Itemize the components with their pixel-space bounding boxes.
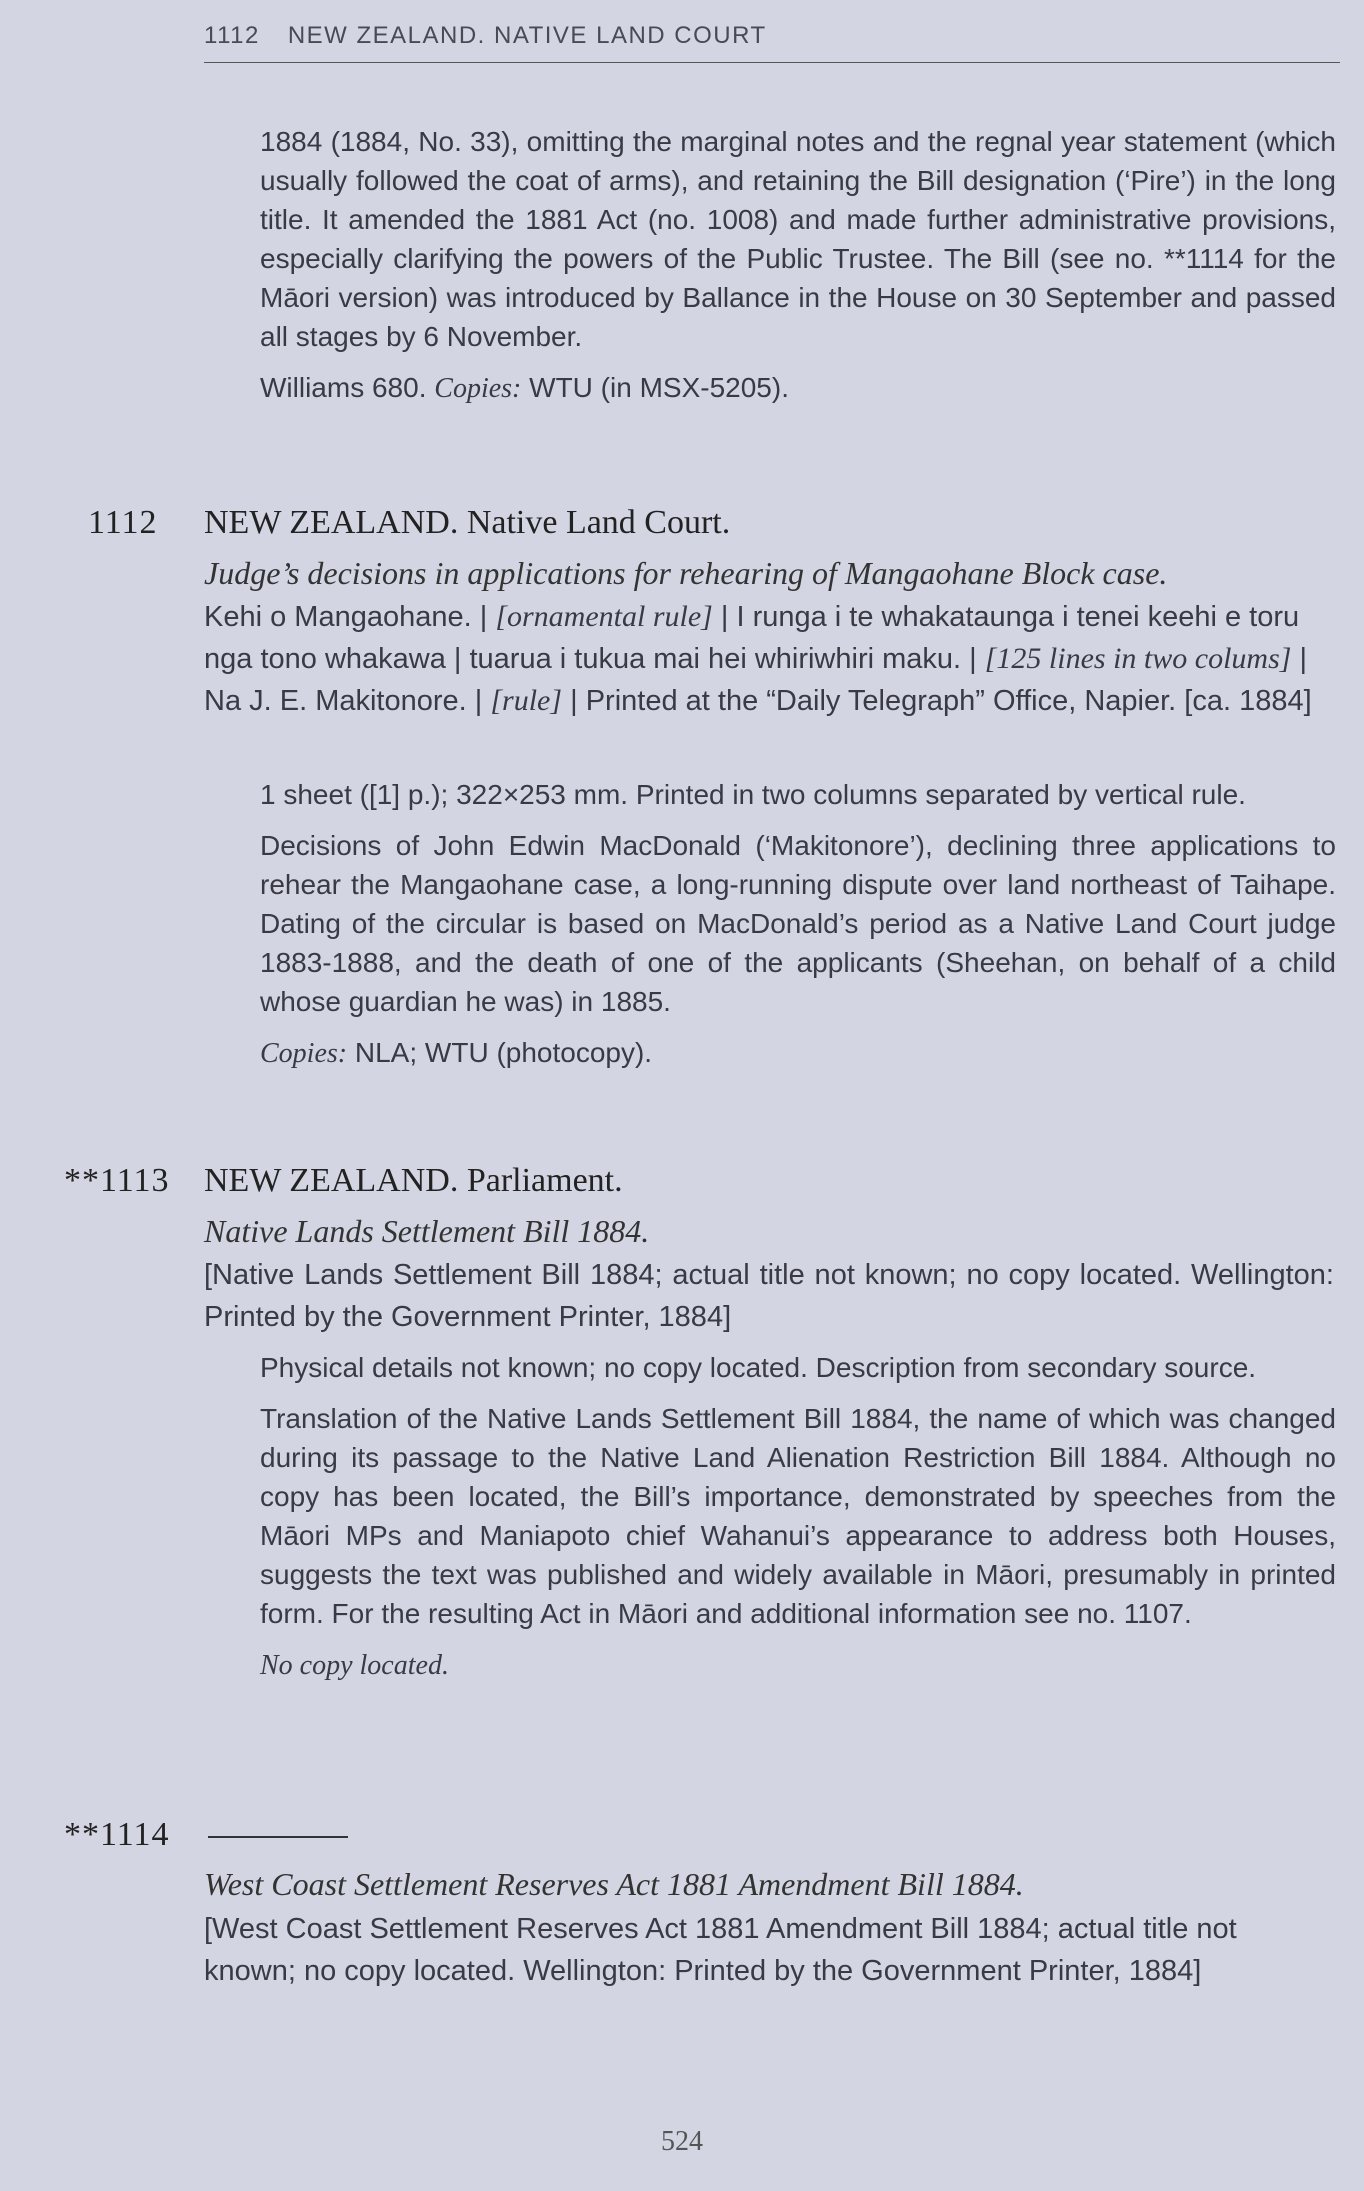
entry-number: 1112 [88, 504, 158, 541]
intro-ref-prefix: Williams 680. [260, 372, 435, 403]
transcription-part: Kehi o Mangaohane. | [204, 601, 496, 633]
entry-title: Judge’s decisions in applications for rehearing of Mangaohane Block case. [204, 555, 1168, 591]
entry-note: Decisions of John Edwin MacDonald (‘Makitonore’), declining three applications to rehear the Mangaohane case, a long-running dispute over land northeast of Taihape. Dating of the circular is based on MacDonald’s period as a Native Land Court judge 1883-1888, and the death of one of the applicants (Sheehan, on behalf of a child whose guardian he was) in 1885. [260, 830, 1336, 1017]
transcription-rule: [rule] [490, 684, 563, 717]
entry-transcription [204, 1254, 1334, 1338]
previous-entry-continuation [260, 122, 1336, 408]
entry-title: Native Lands Settlement Bill 1884. [204, 1213, 650, 1249]
copies-line [260, 1645, 1336, 1685]
header-rule [204, 62, 1340, 63]
intro-copies-text: WTU (in MSX-5205). [521, 372, 789, 403]
intro-paragraph: 1884 (1884, No. 33), omitting the marginal notes and the regnal year statement (which usually followed the coat of arms), and retaining the Bill designation (‘Pire’) in the long title. It amended the 1881 Act (no. 1008) and made further administrative provisions, especially clarifying the powers of the Public Trustee. The Bill (see no. **1114 for the Māori version) was introduced by Ballance in the House on 30 September and passed all stages by 6 November. [260, 126, 1336, 352]
copies-line [260, 1033, 1336, 1073]
intro-copies-label: Copies: [434, 373, 522, 404]
entry-title: West Coast Settlement Reserves Act 1881 Amendment Bill 1884. [204, 1866, 1024, 1902]
copies-text: NLA; WTU (photocopy). [347, 1037, 653, 1068]
entry-heading-repeat-dash [204, 1816, 348, 1854]
transcription-part: | I runga i te whakataunga i tenei keehi e toru nga tono whakawa | tuarua i tukua mai hei whiriwhiri maku. | [204, 601, 1300, 675]
transcription-paragraph: [Native Lands Settlement Bill 1884; actual title not known; no copy located. Wellington: Printed by the Government Printer, 1884] [204, 1259, 1334, 1333]
entry-details [260, 1348, 1336, 1685]
transcription-paragraph: [West Coast Settlement Reserves Act 1881 Amendment Bill 1884; actual title not known; no copy located. Wellington: Printed by the Government Printer, 1884] [204, 1913, 1237, 1987]
entry-heading: NEW ZEALAND. Parliament. [204, 1162, 623, 1199]
physical-description: 1 sheet ([1] p.); 322×253 mm. Printed in two columns separated by vertical rule. [260, 779, 1246, 810]
entry-number: **1113 [64, 1162, 170, 1199]
entry-heading: NEW ZEALAND. Native Land Court. [204, 504, 731, 541]
entry-number: **1114 [64, 1816, 170, 1853]
entry-note: Translation of the Native Lands Settlement Bill 1884, the name of which was changed during its passage to the Native Land Alienation Restriction Bill 1884. Although no copy has been located, the Bill’s importance, demonstrated by speeches from the Māori MPs and Maniapoto chief Wahanui’s appearance to address both Houses, suggests the text was published and widely available in Māori, presumably in printed form. For the resulting Act in Māori and additional information see no. 1107. [260, 1403, 1336, 1629]
running-head [204, 22, 767, 50]
ditto-dash [208, 1836, 348, 1838]
transcription-ornamental-rule: [ornamental rule] [495, 600, 713, 633]
running-head-title: NEW ZEALAND. NATIVE LAND COURT [287, 22, 767, 49]
entry-transcription [204, 1908, 1334, 1992]
transcription-lines-note: [125 lines in two colums] [984, 642, 1292, 675]
copies-text: No copy located. [260, 1650, 449, 1681]
running-head-page-number: 1112 [204, 22, 260, 49]
transcription-part: | Printed at the “Daily Telegraph” Office, Napier. [ca. 1884] [562, 685, 1312, 717]
entry-details [260, 775, 1336, 1073]
transcription-paragraph [204, 596, 1334, 722]
physical-description: Physical details not known; no copy located. Description from secondary source. [260, 1352, 1257, 1383]
page-folio: 524 [661, 2126, 703, 2157]
transcription-part: | Na J. E. Makitonore. | [204, 643, 1308, 717]
entry-transcription [204, 596, 1334, 722]
intro-reference [260, 368, 1336, 408]
copies-label: Copies: [260, 1038, 348, 1069]
